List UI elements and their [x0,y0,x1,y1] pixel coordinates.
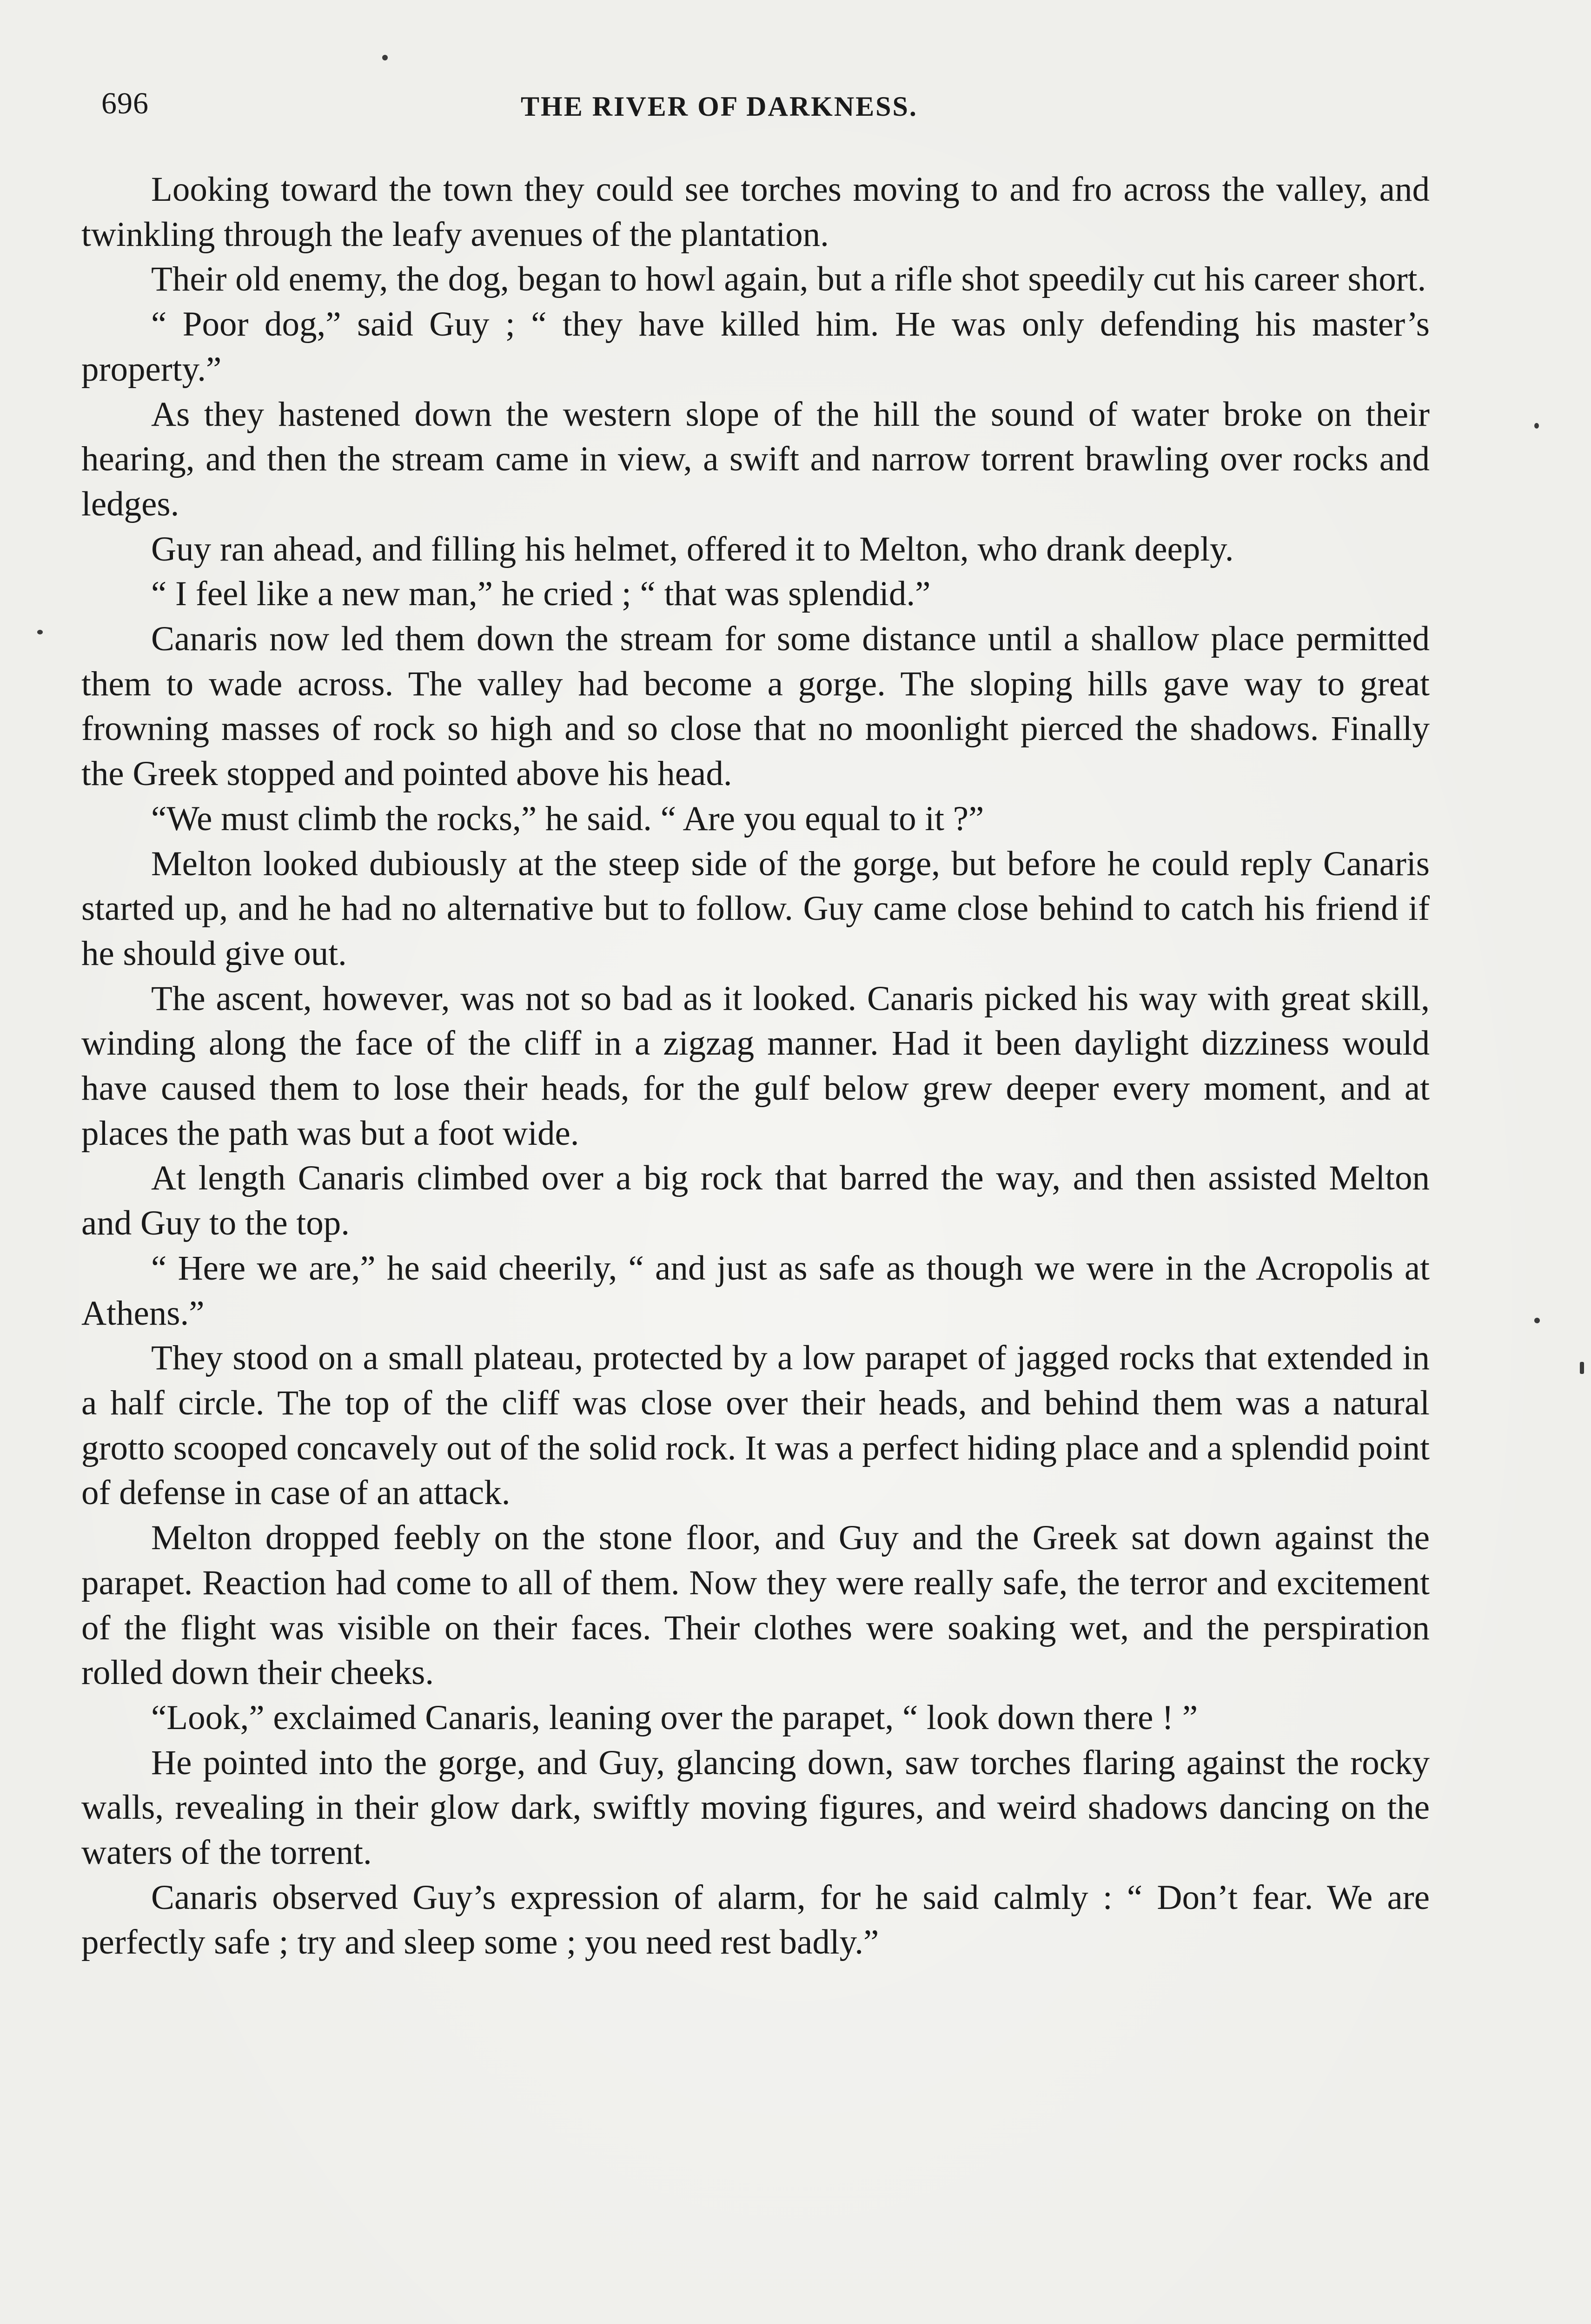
body-text [81,167,1430,1965]
paper-speck [382,55,388,60]
paragraph: “ Poor dog,” said Guy ; “ they have killed him. He was only defending his master’s property.” [81,305,1430,389]
paragraph: “ I feel like a new man,” he cried ; “ that was splendid.” [151,574,931,614]
paper-speck [37,630,43,634]
paragraph: He pointed into the gorge, and Guy, glancing down, saw torches flaring against the rocky walls, revealing in their glow dark, swiftly moving figures, and weird shadows dancing on the waters of the torrent. [81,1743,1430,1872]
paper-speck [1580,1362,1584,1374]
page-number: 696 [101,86,149,120]
paragraph: Melton looked dubiously at the steep side of the gorge, but before he could reply Canaris started up, and he had no alternative but to follow. Guy came close behind to catch his friend if he should give out. [81,844,1430,973]
paragraph: Canaris observed Guy’s expression of alarm, for he said calmly : “ Don’t fear. We are perfectly safe ; try and sleep some ; you need rest badly.” [81,1878,1430,1962]
paragraph: Looking toward the town they could see torches moving to and fro across the valley, and twinkling through the leafy avenues of the plantation. [81,170,1430,254]
paragraph: At length Canaris climbed over a big rock that barred the way, and then assisted Melton and Guy to the top. [81,1159,1430,1243]
paragraph: They stood on a small plateau, protected by a low parapet of jagged rocks that extended in a half circle. The top of the cliff was close over their heads, and behind them was a natural grotto scooped concavely out of the solid rock. It was a perfect hiding place and a splendid point of defense in case of an attack. [81,1339,1430,1512]
paper-speck [1534,423,1539,429]
paragraph: Their old enemy, the dog, began to howl again, but a rifle shot speedily cut his career short. [151,260,1426,299]
paragraph: Canaris now led them down the stream for some distance until a shallow place permitted them to wade across. The valley had become a gorge. The sloping hills gave way to great frowning masses of rock so high and so close that no moonlight pierced the shadows. Finally the Greek stopped and pointed above his head. [81,620,1430,793]
paragraph: Guy ran ahead, and filling his helmet, offered it to Melton, who drank deeply. [151,529,1234,568]
running-title: THE RIVER OF DARKNESS. [521,91,918,122]
paragraph: “Look,” exclaimed Canaris, leaning over the parapet, “ look down there ! ” [151,1698,1198,1737]
paragraph: Melton dropped feebly on the stone floor, and Guy and the Greek sat down against the parapet. Reaction had come to all of them. Now they were really safe, the terror and excitement of the flight was visible on their faces. Their clothes were soaking wet, and the perspiration rolled down their cheeks. [81,1519,1430,1692]
paragraph: “ Here we are,” he said cheerily, “ and just as safe as though we were in the Acropolis at Athens.” [81,1248,1430,1333]
paragraph: The ascent, however, was not so bad as it looked. Canaris picked his way with great skill, winding along the face of the cliff in a zigzag manner. Had it been daylight dizziness would have caused them to lose their heads, for the gulf below grew deeper every moment, and at places the path was but a foot wide. [81,979,1430,1153]
paper-speck [1534,1318,1540,1323]
paragraph: “We must climb the rocks,” he said. “ Are you equal to it ?” [151,799,984,838]
paragraph: As they hastened down the western slope of the hill the sound of water broke on their hearing, and then the stream came in view, a swift and narrow torrent brawling over rocks and ledges. [81,395,1430,523]
page-header [0,81,1591,137]
